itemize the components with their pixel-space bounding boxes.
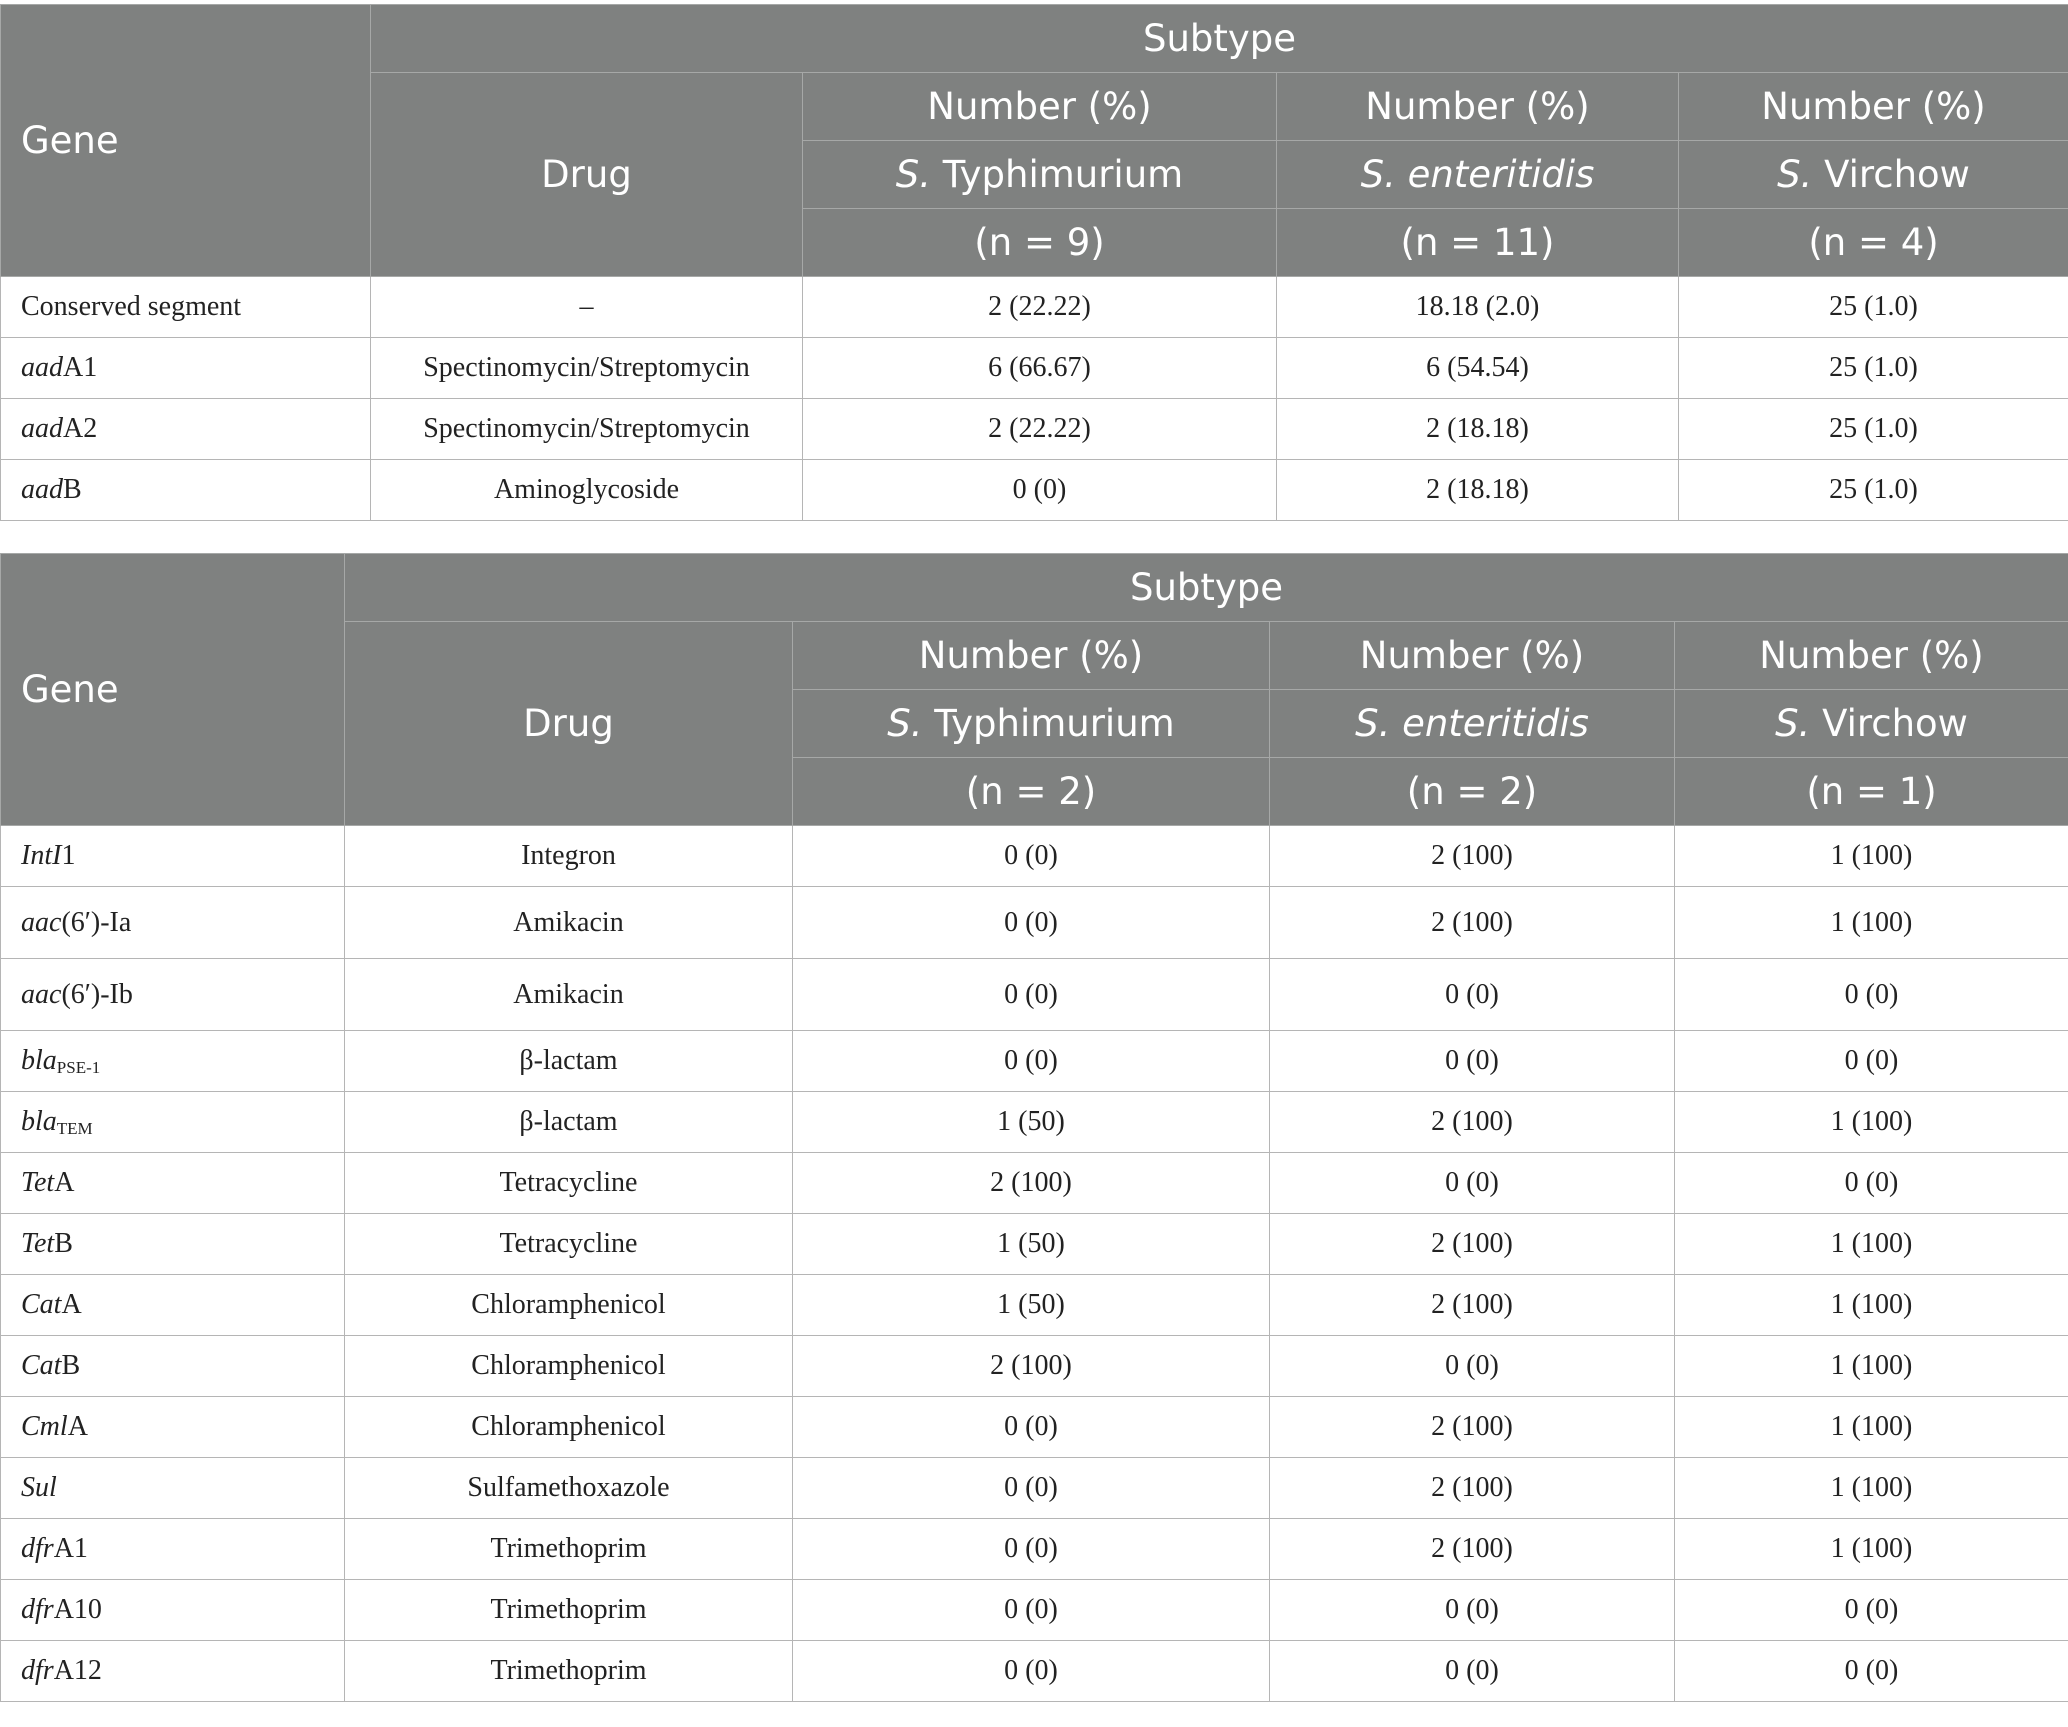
gene-cell [1,1336,345,1397]
value-cell: 0 (0) [1270,1031,1675,1092]
table-row [1,338,2068,399]
gene-suffix: (6′)-Ib [61,978,133,1010]
drug-cell: Integron [345,826,793,887]
table-row [1,1519,2068,1580]
value-cell: 1 (100) [1675,1092,2068,1153]
value-cell: 0 (0) [793,1458,1270,1519]
resistance-table-1 [0,4,2068,521]
gene-italic: Tet [21,1167,55,1198]
table-row [1,826,2068,887]
value-cell: 1 (100) [1675,1458,2068,1519]
gene-italic: aad [21,474,63,505]
value-cell: 0 (0) [1675,1580,2068,1641]
species-header: S. Typhimurium [803,141,1277,209]
drug-cell: β-lactam [345,1031,793,1092]
gene-italic: aac [21,978,62,1010]
gene-cell [1,1214,345,1275]
subtype-header: Subtype [345,554,2068,622]
resistance-table-2 [0,553,2068,1702]
drug-cell: Spectinomycin/Streptomycin [371,338,803,399]
gene-cell [1,399,371,460]
table-row [1,1580,2068,1641]
sample-size-header: (n = 11) [1277,209,1679,277]
table-row [1,1641,2068,1702]
gene-cell [1,1458,345,1519]
gene-italic: aad [21,352,63,383]
species-header: S. enteritidis [1277,141,1679,209]
gene-cell [1,460,371,521]
gene-cell [1,277,371,338]
gene-italic: IntI [21,840,62,871]
value-cell: 0 (0) [1270,959,1675,1031]
sample-size-header: (n = 4) [1679,209,2068,277]
gene-italic: dfr [21,1533,54,1564]
gene-italic: Cat [21,1350,62,1381]
gene-header: Gene [1,554,345,826]
value-cell: 0 (0) [793,1031,1270,1092]
gene-cell [1,1519,345,1580]
drug-cell: Spectinomycin/Streptomycin [371,399,803,460]
table-2-body [1,826,2068,1702]
drug-cell: Trimethoprim [345,1641,793,1702]
gene-italic: bla [21,1044,57,1076]
number-header: Number (%) [1270,622,1675,690]
value-cell: 25 (1.0) [1679,399,2068,460]
gene-subscript: PSE-1 [56,1057,101,1077]
value-cell: 0 (0) [793,1397,1270,1458]
number-header: Number (%) [1679,73,2068,141]
value-cell: 2 (22.22) [803,277,1277,338]
value-cell: 0 (0) [793,826,1270,887]
gene-suffix: A1 [53,1533,88,1564]
drug-cell: Trimethoprim [345,1580,793,1641]
gene-cell [1,959,345,1031]
drug-cell: β-lactam [345,1092,793,1153]
table-row [1,959,2068,1031]
value-cell: 0 (0) [1675,1641,2068,1702]
gene-italic: dfr [21,1655,54,1686]
value-cell: 1 (100) [1675,1397,2068,1458]
value-cell: 1 (100) [1675,1336,2068,1397]
value-cell: 25 (1.0) [1679,277,2068,338]
table-row [1,887,2068,959]
gene-subscript: TEM [56,1118,93,1138]
gene-cell [1,1580,345,1641]
value-cell: 1 (100) [1675,826,2068,887]
value-cell: 6 (66.67) [803,338,1277,399]
value-cell: 2 (100) [1270,826,1675,887]
value-cell: 2 (100) [1270,887,1675,959]
value-cell: 0 (0) [1675,959,2068,1031]
gene-italic: Sul [21,1472,57,1503]
value-cell: 2 (100) [1270,1275,1675,1336]
value-cell: 0 (0) [1270,1153,1675,1214]
table-row [1,1153,2068,1214]
species-header: S. enteritidis [1270,690,1675,758]
value-cell: 1 (50) [793,1275,1270,1336]
value-cell: 1 (100) [1675,1214,2068,1275]
value-cell: 1 (100) [1675,1519,2068,1580]
gene-suffix: A10 [53,1594,102,1625]
value-cell: 0 (0) [793,1519,1270,1580]
value-cell: 0 (0) [793,1580,1270,1641]
value-cell: 0 (0) [1270,1580,1675,1641]
number-header: Number (%) [1675,622,2068,690]
gene-suffix: 1 [61,840,76,871]
species-header: S. Virchow [1675,690,2068,758]
table-row [1,1275,2068,1336]
species-header: S. Typhimurium [793,690,1270,758]
value-cell: 2 (100) [1270,1092,1675,1153]
drug-header: Drug [345,622,793,826]
species-header: S. Virchow [1679,141,2068,209]
value-cell: 6 (54.54) [1277,338,1679,399]
value-cell: 18.18 (2.0) [1277,277,1679,338]
number-header: Number (%) [793,622,1270,690]
value-cell: 0 (0) [1675,1031,2068,1092]
gene-suffix: A2 [63,413,98,444]
gene-suffix: Conserved segment [21,291,242,322]
subtype-header: Subtype [371,5,2068,73]
value-cell: 2 (18.18) [1277,399,1679,460]
gene-cell [1,338,371,399]
table-row [1,277,2068,338]
drug-header: Drug [371,73,803,277]
drug-cell: Amikacin [345,887,793,959]
value-cell: 25 (1.0) [1679,338,2068,399]
table-row [1,1458,2068,1519]
sample-size-header: (n = 1) [1675,758,2068,826]
value-cell: 1 (100) [1675,1275,2068,1336]
drug-cell: Tetracycline [345,1153,793,1214]
gene-italic: aad [21,413,63,444]
drug-cell: Tetracycline [345,1214,793,1275]
value-cell: 2 (100) [793,1153,1270,1214]
gene-suffix: A12 [53,1655,102,1686]
sample-size-header: (n = 2) [793,758,1270,826]
table-row [1,1092,2068,1153]
drug-cell: Chloramphenicol [345,1397,793,1458]
gene-cell [1,887,345,959]
drug-cell: Aminoglycoside [371,460,803,521]
gene-header: Gene [1,5,371,277]
drug-cell: Chloramphenicol [345,1336,793,1397]
value-cell: 2 (100) [1270,1519,1675,1580]
value-cell: 0 (0) [793,887,1270,959]
gene-suffix: B [61,1350,81,1381]
gene-italic: Cat [21,1289,62,1320]
sample-size-header: (n = 2) [1270,758,1675,826]
drug-cell: Chloramphenicol [345,1275,793,1336]
table-row [1,1336,2068,1397]
value-cell: 2 (22.22) [803,399,1277,460]
drug-cell: Trimethoprim [345,1519,793,1580]
gene-cell [1,1092,345,1153]
sample-size-header: (n = 9) [803,209,1277,277]
gene-italic: Cml [21,1411,68,1442]
value-cell: 2 (100) [1270,1397,1675,1458]
number-header: Number (%) [1277,73,1679,141]
gene-cell [1,1031,345,1092]
table-1-body [1,277,2068,521]
table-row [1,1397,2068,1458]
value-cell: 1 (50) [793,1092,1270,1153]
value-cell: 2 (100) [1270,1458,1675,1519]
gene-suffix: A [61,1289,82,1320]
gene-suffix: B [63,474,82,505]
gene-italic: dfr [21,1594,54,1625]
gene-cell [1,826,345,887]
gene-suffix: A [54,1167,75,1198]
value-cell: 1 (100) [1675,887,2068,959]
gene-suffix: A [67,1411,88,1442]
gene-italic: aac [21,906,62,938]
value-cell: 0 (0) [793,959,1270,1031]
value-cell: 25 (1.0) [1679,460,2068,521]
value-cell: 0 (0) [793,1641,1270,1702]
value-cell: 1 (50) [793,1214,1270,1275]
value-cell: 2 (100) [1270,1214,1675,1275]
table-row [1,460,2068,521]
gene-italic: Tet [21,1228,55,1259]
value-cell: 2 (100) [793,1336,1270,1397]
number-header: Number (%) [803,73,1277,141]
gene-suffix: B [54,1228,73,1259]
gene-italic: bla [21,1105,57,1137]
drug-cell: Sulfamethoxazole [345,1458,793,1519]
gene-cell [1,1275,345,1336]
gene-cell [1,1153,345,1214]
drug-cell: – [371,277,803,338]
value-cell: 0 (0) [1270,1641,1675,1702]
gene-cell [1,1397,345,1458]
value-cell: 2 (18.18) [1277,460,1679,521]
value-cell: 0 (0) [1675,1153,2068,1214]
table-row [1,1214,2068,1275]
table-row [1,399,2068,460]
drug-cell: Amikacin [345,959,793,1031]
table-row [1,1031,2068,1092]
value-cell: 0 (0) [1270,1336,1675,1397]
value-cell: 0 (0) [803,460,1277,521]
gene-suffix: A1 [63,352,98,383]
gene-suffix: (6′)-Ia [61,906,132,938]
gene-cell [1,1641,345,1702]
